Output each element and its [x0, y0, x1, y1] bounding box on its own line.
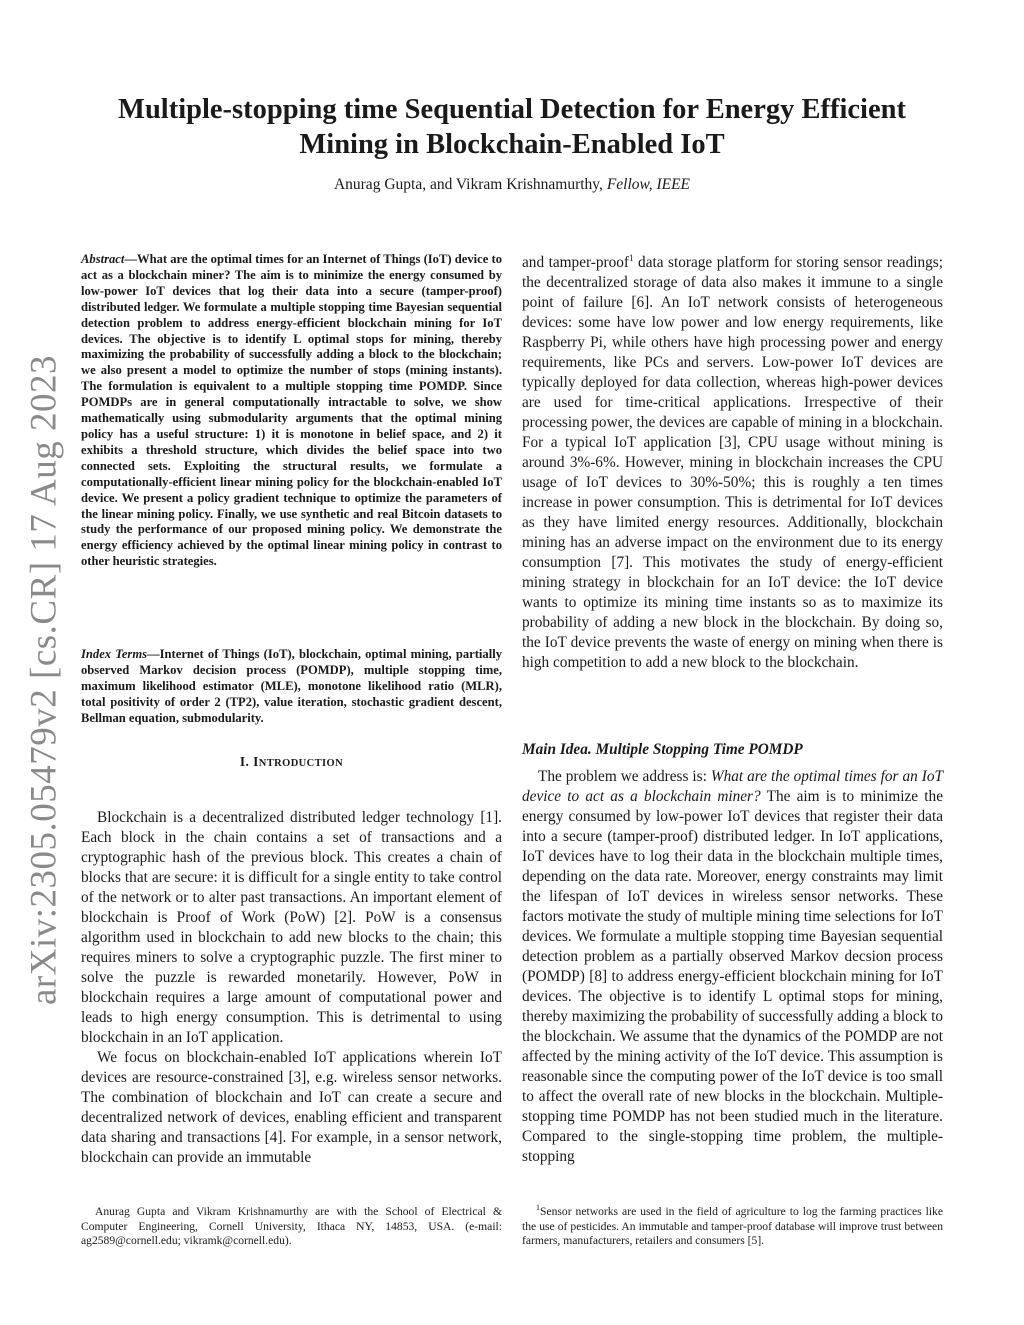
- section-number: I.: [239, 754, 254, 769]
- main-idea-question: What are the optimal times for an IoT device to act as a blockchain miner?: [522, 768, 943, 805]
- section-rest: NTRODUCTION: [258, 758, 344, 769]
- main-idea-body: [522, 767, 943, 1167]
- paper-title: [80, 92, 944, 162]
- title-line-1: Multiple-stopping time Sequential Detection for Energy Efficient: [118, 94, 906, 125]
- intro-paragraph-2: We focus on blockchain-enabled IoT applications wherein IoT devices are resource-constrained [3], e.g. wireless sensor networks. The combination of blockchain and IoT can create a secure and decentralized network of devices, enabling efficient and transparent data sharing and transactions [4]. For example, in a sensor network, blockchain can provide an immutable: [81, 1049, 502, 1166]
- section-first-letter: I: [253, 754, 259, 769]
- main-idea-intro: The problem we address is:: [538, 768, 711, 785]
- subheading-main-idea: Main Idea. Multiple Stopping Time POMDP: [522, 741, 803, 758]
- continued-text-1: and tamper-proof: [522, 254, 630, 271]
- footnote-1-text: Sensor networks are used in the field of agriculture to log the farming practices like the use of pesticides. An immutable and tamper-proof database will improve trust between farmers, manufacturers, retailers and consumers [5].: [522, 1205, 943, 1247]
- footnote-marker: 1: [629, 252, 634, 263]
- abstract-lead: Abstract: [81, 252, 125, 266]
- intro-paragraph-1: Blockchain is a decentralized distributed ledger technology [1]. Each block in the chain contains a set of transactions and a cryptographic hash of the previous block. This creates a chain of blocks that are secure: it is difficult for a single entity to take control of the network or to alter past transactions. An important element of blockchain is Proof of Work (PoW) [2]. PoW is a consensus algorithm used in blockchain to add new blocks to the chain; this requires miners to solve a cryptographic puzzle. The first miner to solve the puzzle is rewarded monetarily. However, PoW in blockchain requires a large amount of computational power and leads to high energy consumption. This is detrimental to using blockchain in an IoT application.: [81, 809, 502, 1046]
- footnote-1-marker: 1: [536, 1203, 540, 1213]
- index-terms-lead: Index Terms: [81, 647, 148, 661]
- index-terms-text: —Internet of Things (IoT), blockchain, optimal mining, partially observed Markov decision process (POMDP), multiple stopping time, maximum likelihood estimator (MLE), monotone likelihood ratio (MLR), total positivity of order 2 (TP2), value iteration, stochastic gradient descent, Bellman equation, submodularity.: [81, 647, 502, 725]
- footnote-1: [522, 1205, 943, 1249]
- abstract: [81, 252, 502, 570]
- intro-continued: [522, 253, 943, 673]
- section-heading-introduction: [81, 754, 502, 770]
- title-line-2: Mining in Blockchain-Enabled IoT: [299, 129, 725, 160]
- author-fellow: Fellow, IEEE: [606, 176, 691, 193]
- arxiv-identifier: arXiv:2305.05479v2 [cs.CR] 17 Aug 2023: [23, 354, 65, 1006]
- author-affiliation-footnote: Anurag Gupta and Vikram Krishnamurthy are with the School of Electrical & Computer Engineering, Cornell University, Ithaca NY, 14853, USA. (e-mail: ag2589@cornell.edu; vikramk@cornell.edu).: [81, 1205, 502, 1247]
- author-names: Anurag Gupta, and Vikram Krishnamurthy,: [333, 176, 607, 193]
- continued-text-2: data storage platform for storing sensor readings; the decentralized storage of data also makes it immune to a single point of failure [6]. An IoT network consists of heterogeneous devices: some have low power and low energy requirements, like Raspberry Pi, while others have high processing power and energy requirements, like PCs and servers. Low-power IoT devices are typically deployed for data collection, whereas high-power devices are used for time-critical applications. Irrespective of their processing power, the devices are capable of mining in a blockchain. For a typical IoT application [3], CPU usage without mining is around 3%-6%. However, mining in blockchain increases the CPU usage of IoT devices to 30%-50%; this is roughly a ten times increase in power consumption. This is detrimental for IoT devices as they have limited energy resources. Additionally, blockchain mining has an adverse impact on the environment due to its energy consumption [7]. This motivates the study of energy-efficient mining strategy in blockchain for an IoT device: the IoT device wants to optimize its mining time instants so as to maximize its probability of adding a new block in the blockchain. By doing so, the IoT device prevents the waste of energy on mining when there is high competition to add a new block to the blockchain.: [522, 254, 943, 671]
- abstract-text: —What are the optimal times for an Internet of Things (IoT) device to act as a blockchain miner? The aim is to minimize the energy consumed by low-power IoT devices that log their data into a secure (tamper-proof) distributed ledger. We formulate a multiple stopping time Bayesian sequential detection problem to address energy-efficient blockchain mining for IoT devices. The objective is to identify L optimal stops for mining, thereby maximizing the probability of successfully adding a block to the blockchain; we also present a model to optimize the number of stops (mining instants). The formulation is equivalent to a multiple stopping time POMDP. Since POMDPs are in general computationally intractable to solve, we show mathematically using submodularity arguments that the optimal mining policy has a useful structure: 1) it is monotone in belief space, and 2) it exhibits a threshold structure, which divides the belief space into two connected sets. Exploiting the structural results, we formulate a computationally-efficient linear mining policy for the blockchain-enabled IoT device. We present a policy gradient technique to optimize the parameters of the linear mining policy. Finally, we use synthetic and real Bitcoin datasets to study the performance of our proposed mining policy. We demonstrate the energy efficiency achieved by the optimal linear mining policy in contrast to other heuristic strategies.: [81, 252, 502, 569]
- intro-paragraph-2-continued: [522, 253, 943, 673]
- main-idea-text: The aim is to minimize the energy consumed by low-power IoT devices that register their data into a secure (tamper-proof) distributed ledger. In IoT applications, IoT devices have to log their data in the blockchain multiple times, depending on the data rate. Moreover, energy constraints may limit the lifespan of IoT devices in wireless sensor networks. These factors motivate the study of multiple mining time selections for IoT devices. We formulate a multiple stopping time Bayesian sequential detection problem as a partially observed Markov decsion process (POMDP) [8] to address energy-efficient blockchain mining for IoT devices. The objective is to identify L optimal stops for mining, thereby maximizing the probability of successfully adding a block to the blockchain. We assume that the dynamics of the POMDP are not affected by the mining activity of the IoT device. This assumption is reasonable since the computing power of the IoT device is too small to affect the overall rate of new blocks in the blockchain. Multiple-stopping time POMDP has not been studied much in the literature. Compared to the single-stopping time problem, the multiple-stopping: [522, 788, 943, 1165]
- introduction-body: [81, 808, 502, 1168]
- author-line: [80, 176, 944, 194]
- index-terms: [81, 647, 502, 727]
- main-idea-paragraph: [522, 767, 943, 1167]
